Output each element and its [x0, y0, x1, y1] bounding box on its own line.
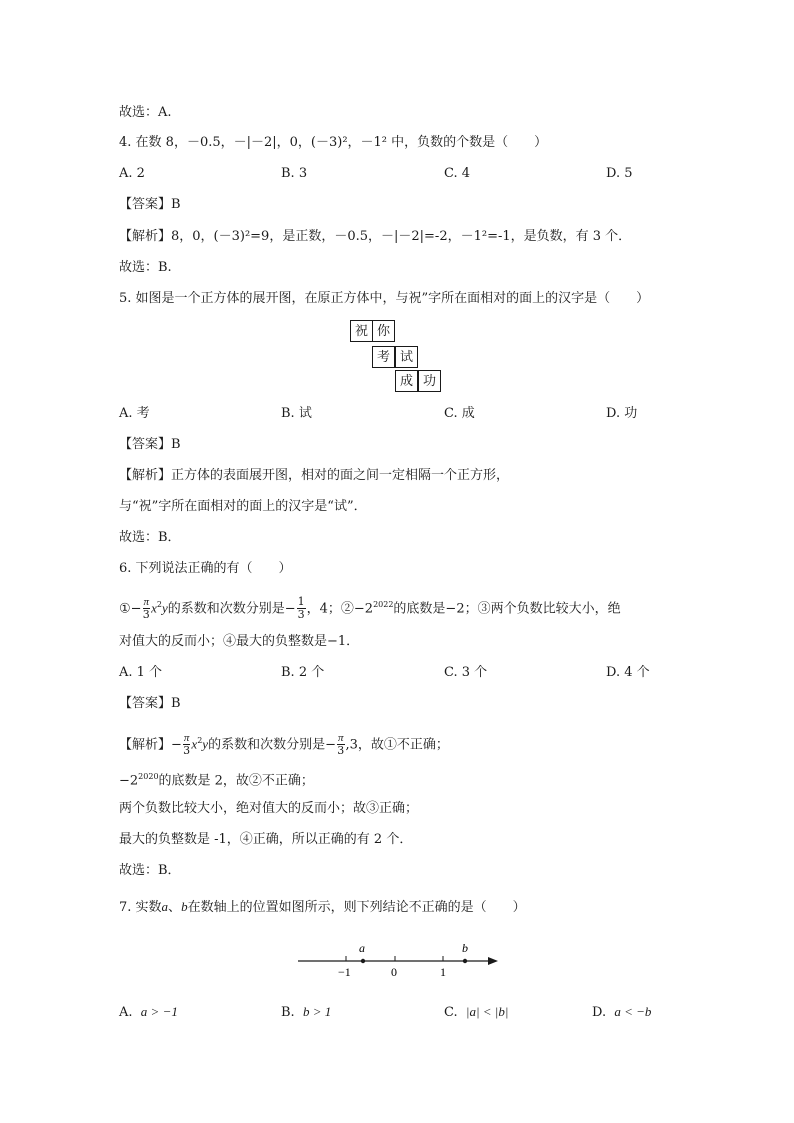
q7-option-d-label: D.: [592, 1005, 607, 1020]
q7-option-b-label: B.: [281, 1005, 295, 1020]
q6-s1-coef-num: 1: [297, 595, 305, 609]
q6-analysis-3: 两个负数比较大小，绝对值大的反而小；故③正确；: [119, 801, 419, 816]
q6-s1-prefix: ①−: [119, 601, 142, 617]
number-line-arrow-icon: [488, 957, 498, 965]
q6-answer: 【答案】B: [119, 696, 181, 711]
q6-s1-coef-fraction: [297, 596, 306, 621]
q6-an-mid: 的系数和次数分别是−: [208, 737, 336, 753]
tick-label-neg-one: −1: [338, 965, 351, 979]
q5-answer: 【答案】B: [119, 437, 181, 452]
q6-option-c: C. 3 个: [444, 665, 488, 680]
q5-choose: 故选：B．: [119, 530, 181, 545]
q4-option-b: B. 3: [281, 166, 308, 181]
q6-choose: 故选：B．: [119, 863, 181, 878]
q6-s2-rest: 的底数是−2；③两个负数比较大小，绝: [393, 601, 621, 617]
q6-analysis-1: [119, 728, 449, 758]
q7-option-d-expr: a < −b: [614, 1004, 652, 1019]
q4-option-a: A. 2: [119, 166, 145, 181]
q7-option-d: [592, 1003, 651, 1022]
q5-analysis-1: 【解析】正方体的表面展开图，相对的面之间一定相隔一个正方形，: [119, 468, 510, 483]
q6-an-coef-num: π: [337, 732, 344, 745]
net-cell-1: 祝: [350, 320, 373, 342]
q6-an-rest: ,3，故①不正确；: [345, 737, 449, 753]
q7-option-a-label: A.: [119, 1005, 133, 1020]
point-b-label: b: [462, 941, 468, 955]
net-cell-2: 你: [372, 320, 395, 342]
q5-option-d: D. 功: [606, 406, 638, 421]
q6-option-d: D. 4 个: [606, 665, 650, 680]
q4-answer: 【答案】B: [119, 197, 181, 212]
net-cell-5: 成: [395, 370, 418, 392]
q4-analysis: 【解析】8，0，(－3)²=9，是正数，－0.5，－|－2|=-2，－1²=-1，是负数，有 3 个．: [119, 229, 632, 244]
q6-option-a: A. 1 个: [119, 665, 163, 680]
q6-option-b: B. 2 个: [281, 665, 325, 680]
q7-option-b-expr: b > 1: [302, 1004, 332, 1019]
q6-an-frac-den: 3: [183, 744, 191, 758]
q6-an2-prefix: −2: [119, 773, 139, 789]
point-b-dot: [463, 959, 467, 963]
q6-an-y: y: [202, 736, 209, 752]
q6-analysis-4: 最大的负整数是 -1，④正确，所以正确的有 2 个．: [119, 832, 413, 847]
q5-option-b: B. 试: [281, 406, 312, 421]
q7-option-b: [281, 1003, 331, 1022]
q7-option-c-label: C.: [444, 1005, 458, 1020]
q5-stem: 5. 如图是一个正方体的展开图，在原正方体中，与祝”字所在面相对的面上的汉字是（ ）: [119, 291, 650, 306]
q7-option-a-expr: a > −1: [140, 1004, 178, 1019]
q4-option-d: D. 5: [606, 166, 633, 181]
q6-an-x: x: [191, 736, 198, 752]
q4-stem: 4. 在数 8，－0.5，－|－2|，0，(－3)²，－1² 中，负数的个数是（ ）: [119, 135, 548, 150]
q6-an-fraction: [183, 732, 191, 757]
q4-option-c: C. 4: [444, 166, 471, 181]
q6-s1-x: x: [151, 600, 157, 616]
q6-s2-exp: 2022: [373, 600, 394, 609]
q5-option-c: C. 成: [444, 406, 475, 421]
q7-option-c-expr: |a| < |b|: [465, 1004, 509, 1019]
net-cell-4: 试: [395, 346, 418, 368]
q6-analysis-2: [119, 768, 314, 790]
q7-option-c: [444, 1003, 508, 1022]
choose-line-q3: 故选：A.: [119, 105, 172, 120]
q6-s1-mid: 的系数和次数分别是−: [167, 601, 296, 617]
q7-stem-a: 7. 实数: [119, 900, 162, 915]
q7-sep: 、: [168, 900, 182, 915]
net-cell-3: 考: [372, 346, 395, 368]
q6-s1-frac-num: π: [143, 596, 150, 609]
q4-choose: 故选：B.: [119, 260, 172, 275]
q6-s1-coef-den: 3: [297, 608, 305, 622]
q6-stem: 6. 下列说法正确的有（ ）: [119, 561, 292, 576]
point-a-label: a: [359, 941, 365, 955]
q7-var-b: b: [181, 899, 188, 914]
q7-stem-b: 在数轴上的位置如图所示，则下列结论不正确的是（ ）: [187, 900, 526, 915]
q6-statement-line-2: 对值大的反而小；④最大的负整数是−1．: [119, 634, 360, 649]
q6-s1-x-exp: 2: [156, 600, 162, 609]
net-cell-6: 功: [418, 370, 441, 392]
q6-s1-fraction: [143, 596, 151, 621]
q7-var-a: a: [161, 899, 169, 914]
q6-an-frac-num: π: [183, 732, 190, 745]
q6-an2-rest: 的底数是 2，故②不正确；: [158, 773, 314, 789]
point-a-dot: [361, 959, 365, 963]
number-line-figure: [290, 935, 510, 985]
q6-an-x-exp: 2: [197, 736, 203, 745]
q6-an-coef-den: 3: [337, 744, 345, 758]
q6-an2-exp: 2020: [138, 772, 159, 781]
q6-an-coef-fraction: [337, 732, 345, 757]
q5-analysis-2: 与“祝”字所在面相对的面上的汉字是“试”．: [119, 499, 367, 514]
q7-option-a: [119, 1003, 178, 1022]
q7-stem: [119, 898, 526, 917]
q5-option-a: A. 考: [119, 406, 150, 421]
q6-an-prefix: 【解析】−: [119, 737, 182, 753]
tick-label-zero: 0: [391, 965, 397, 979]
q6-s1-rest: ，4；②−2: [306, 601, 374, 617]
q6-s1-y: y: [161, 600, 168, 616]
tick-label-one: 1: [440, 965, 446, 979]
q6-s1-frac-den: 3: [142, 608, 150, 622]
q6-statement-line-1: [119, 592, 621, 622]
